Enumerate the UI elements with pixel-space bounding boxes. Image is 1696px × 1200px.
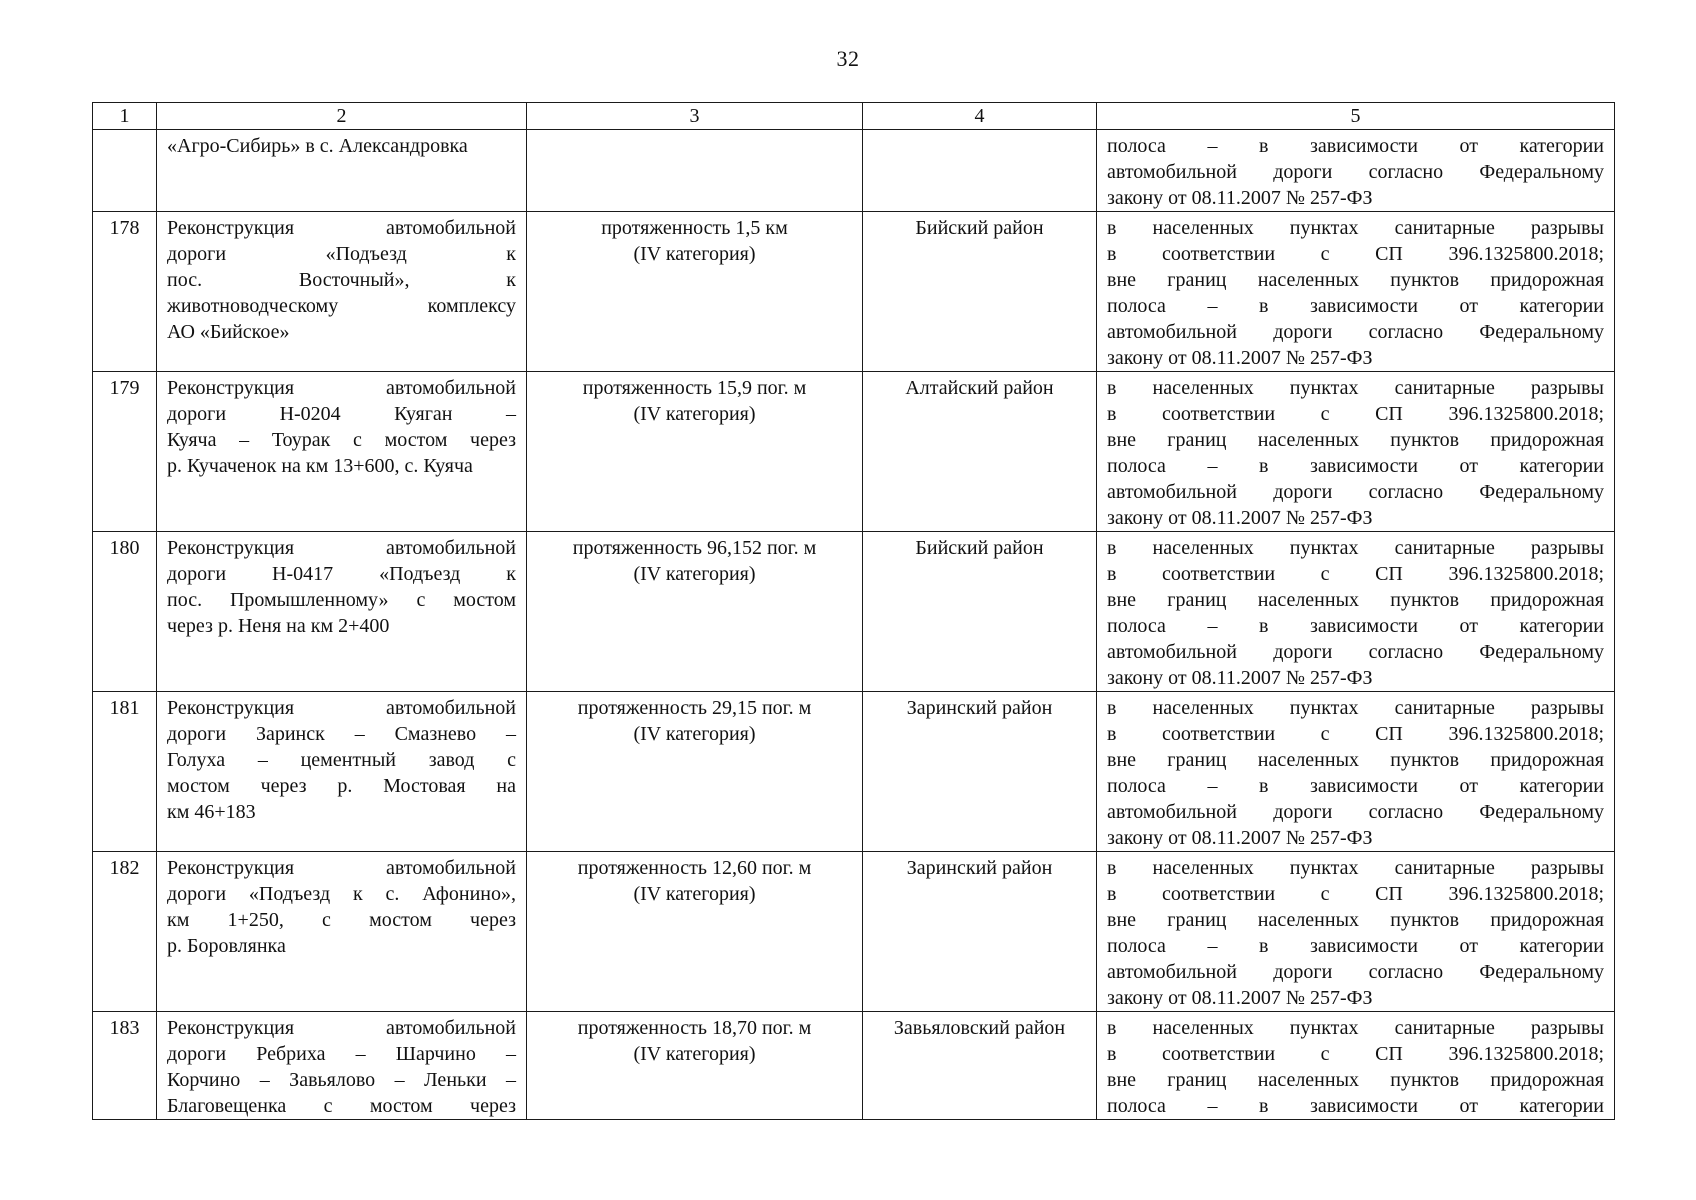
object-location-cell: Заринский район <box>863 692 1097 852</box>
object-location-cell: Заринский район <box>863 852 1097 1012</box>
name-line: Реконструкция автомобильной <box>167 217 516 239</box>
name-line: Реконструкция автомобильной <box>167 857 516 879</box>
zone-line: полоса – в зависимости от категории <box>1107 135 1604 157</box>
zone-line: закону от 08.11.2007 № 257-ФЗ <box>1107 347 1373 369</box>
object-name-cell <box>157 212 527 372</box>
object-location-cell: Завьяловский район <box>863 1012 1097 1120</box>
objects-table <box>92 102 1615 1120</box>
param-line: (IV категория) <box>633 723 756 745</box>
object-params-cell <box>527 212 863 372</box>
object-params-cell <box>527 130 863 212</box>
row-number-cell <box>93 130 157 212</box>
zone-line: закону от 08.11.2007 № 257-ФЗ <box>1107 827 1373 849</box>
zone-line: автомобильной дороги согласно Федеральному <box>1107 321 1604 343</box>
name-line: Реконструкция автомобильной <box>167 1017 516 1039</box>
table-row <box>93 532 1615 692</box>
object-params-cell <box>527 372 863 532</box>
param-line: протяженность 1,5 км <box>601 217 788 239</box>
param-line: (IV категория) <box>633 883 756 905</box>
zone-line: в населенных пунктах санитарные разрывы <box>1107 1017 1604 1039</box>
name-line: Реконструкция автомобильной <box>167 377 516 399</box>
name-line: км 1+250, с мостом через <box>167 909 516 931</box>
param-line: (IV категория) <box>633 563 756 585</box>
column-header: 2 <box>157 103 527 130</box>
name-line: дороги Н-0204 Куяган – <box>167 403 516 425</box>
zone-line: полоса – в зависимости от категории <box>1107 775 1604 797</box>
object-location-cell <box>863 130 1097 212</box>
object-location-cell: Бийский район <box>863 212 1097 372</box>
param-line: протяженность 29,15 пог. м <box>577 697 812 719</box>
name-line: через р. Неня на км 2+400 <box>167 615 390 637</box>
zone-line: закону от 08.11.2007 № 257-ФЗ <box>1107 667 1373 689</box>
name-line: животноводческому комплексу <box>167 295 516 317</box>
zone-line: в соответствии с СП 396.1325800.2018; <box>1107 883 1604 905</box>
table-row <box>93 1012 1615 1120</box>
name-line: км 46+183 <box>167 801 256 823</box>
table-row <box>93 852 1615 1012</box>
name-line: Реконструкция автомобильной <box>167 697 516 719</box>
object-params-cell <box>527 532 863 692</box>
zone-line: полоса – в зависимости от категории <box>1107 295 1604 317</box>
zone-line: в населенных пунктах санитарные разрывы <box>1107 697 1604 719</box>
name-line: р. Боровлянка <box>167 935 286 957</box>
object-name-cell <box>157 692 527 852</box>
page-number: 32 <box>836 46 860 71</box>
name-line: Корчино – Завьялово – Леньки – <box>167 1069 516 1091</box>
zone-line: в соответствии с СП 396.1325800.2018; <box>1107 243 1604 265</box>
object-name-cell <box>157 372 527 532</box>
object-name-cell: «Агро-Сибирь» в с. Александровка <box>157 130 527 212</box>
zone-line: в соответствии с СП 396.1325800.2018; <box>1107 563 1604 585</box>
zone-line: закону от 08.11.2007 № 257-ФЗ <box>1107 987 1373 1009</box>
object-params-cell <box>527 692 863 852</box>
param-line: (IV категория) <box>633 243 756 265</box>
header-row <box>93 103 1615 130</box>
zone-line: в населенных пунктах санитарные разрывы <box>1107 217 1604 239</box>
zone-line: в соответствии с СП 396.1325800.2018; <box>1107 1043 1604 1065</box>
zone-line: полоса – в зависимости от категории <box>1107 615 1604 637</box>
name-line: р. Кучаченок на км 13+600, с. Куяча <box>167 455 473 477</box>
zone-description-cell <box>1097 852 1615 1012</box>
zone-line: в населенных пунктах санитарные разрывы <box>1107 537 1604 559</box>
column-header: 4 <box>863 103 1097 130</box>
param-line: протяженность 15,9 пог. м <box>582 377 807 399</box>
object-location-cell: Алтайский район <box>863 372 1097 532</box>
name-line: дороги «Подъезд к <box>167 243 516 265</box>
object-params-cell <box>527 852 863 1012</box>
zone-line: закону от 08.11.2007 № 257-ФЗ <box>1107 507 1373 529</box>
zone-line: закону от 08.11.2007 № 257-ФЗ <box>1107 187 1373 209</box>
zone-description-cell <box>1097 212 1615 372</box>
name-line: мостом через р. Мостовая на <box>167 775 516 797</box>
param-line: (IV категория) <box>633 1043 756 1065</box>
row-number-cell: 178 <box>93 212 157 372</box>
zone-line: вне границ населенных пунктов придорожная <box>1107 749 1604 771</box>
table-row-continued <box>93 130 1615 212</box>
row-number-cell: 179 <box>93 372 157 532</box>
name-line: Голуха – цементный завод с <box>167 749 516 771</box>
name-line: Благовещенка с мостом через <box>167 1095 516 1117</box>
row-number-cell: 180 <box>93 532 157 692</box>
zone-line: вне границ населенных пунктов придорожная <box>1107 269 1604 291</box>
zone-line: вне границ населенных пунктов придорожная <box>1107 589 1604 611</box>
zone-line: полоса – в зависимости от категории <box>1107 455 1604 477</box>
zone-line: вне границ населенных пунктов придорожная <box>1107 909 1604 931</box>
param-line: (IV категория) <box>633 403 756 425</box>
zone-line: автомобильной дороги согласно Федеральному <box>1107 161 1604 183</box>
name-line: дороги Заринск – Смазнево – <box>167 723 516 745</box>
zone-line: в соответствии с СП 396.1325800.2018; <box>1107 403 1604 425</box>
row-number-cell: 183 <box>93 1012 157 1120</box>
name-line: АО «Бийское» <box>167 321 290 343</box>
param-line: протяженность 96,152 пог. м <box>572 537 817 559</box>
column-header: 1 <box>93 103 157 130</box>
zone-description-cell <box>1097 692 1615 852</box>
object-name-cell <box>157 532 527 692</box>
zone-line: автомобильной дороги согласно Федеральному <box>1107 481 1604 503</box>
name-line: Реконструкция автомобильной <box>167 537 516 559</box>
zone-line: вне границ населенных пунктов придорожная <box>1107 429 1604 451</box>
table-row <box>93 212 1615 372</box>
row-number-cell: 182 <box>93 852 157 1012</box>
zone-line: в населенных пунктах санитарные разрывы <box>1107 857 1604 879</box>
name-line: Куяча – Тоурак с мостом через <box>167 429 516 451</box>
object-location-cell: Бийский район <box>863 532 1097 692</box>
zone-line: в соответствии с СП 396.1325800.2018; <box>1107 723 1604 745</box>
zone-description-cell <box>1097 1012 1615 1120</box>
table-row <box>93 692 1615 852</box>
object-name-cell <box>157 1012 527 1120</box>
column-header: 5 <box>1097 103 1615 130</box>
zone-line: автомобильной дороги согласно Федеральному <box>1107 641 1604 663</box>
name-line: дороги «Подъезд к с. Афонино», <box>167 883 516 905</box>
name-line: дороги Н-0417 «Подъезд к <box>167 563 516 585</box>
name-line: пос. Восточный», к <box>167 269 516 291</box>
zone-line: полоса – в зависимости от категории <box>1107 1095 1604 1117</box>
name-line: дороги Ребриха – Шарчино – <box>167 1043 516 1065</box>
zone-line: в населенных пунктах санитарные разрывы <box>1107 377 1604 399</box>
param-line: протяженность 12,60 пог. м <box>577 857 812 879</box>
table-row <box>93 372 1615 532</box>
name-line: пос. Промышленному» с мостом <box>167 589 516 611</box>
object-params-cell <box>527 1012 863 1120</box>
zone-line: полоса – в зависимости от категории <box>1107 935 1604 957</box>
row-number-cell: 181 <box>93 692 157 852</box>
object-name-cell <box>157 852 527 1012</box>
column-header: 3 <box>527 103 863 130</box>
zone-line: автомобильной дороги согласно Федеральному <box>1107 961 1604 983</box>
zone-description-cell <box>1097 130 1615 212</box>
zone-line: автомобильной дороги согласно Федеральному <box>1107 801 1604 823</box>
param-line: протяженность 18,70 пог. м <box>577 1017 812 1039</box>
zone-description-cell <box>1097 372 1615 532</box>
zone-description-cell <box>1097 532 1615 692</box>
zone-line: вне границ населенных пунктов придорожная <box>1107 1069 1604 1091</box>
